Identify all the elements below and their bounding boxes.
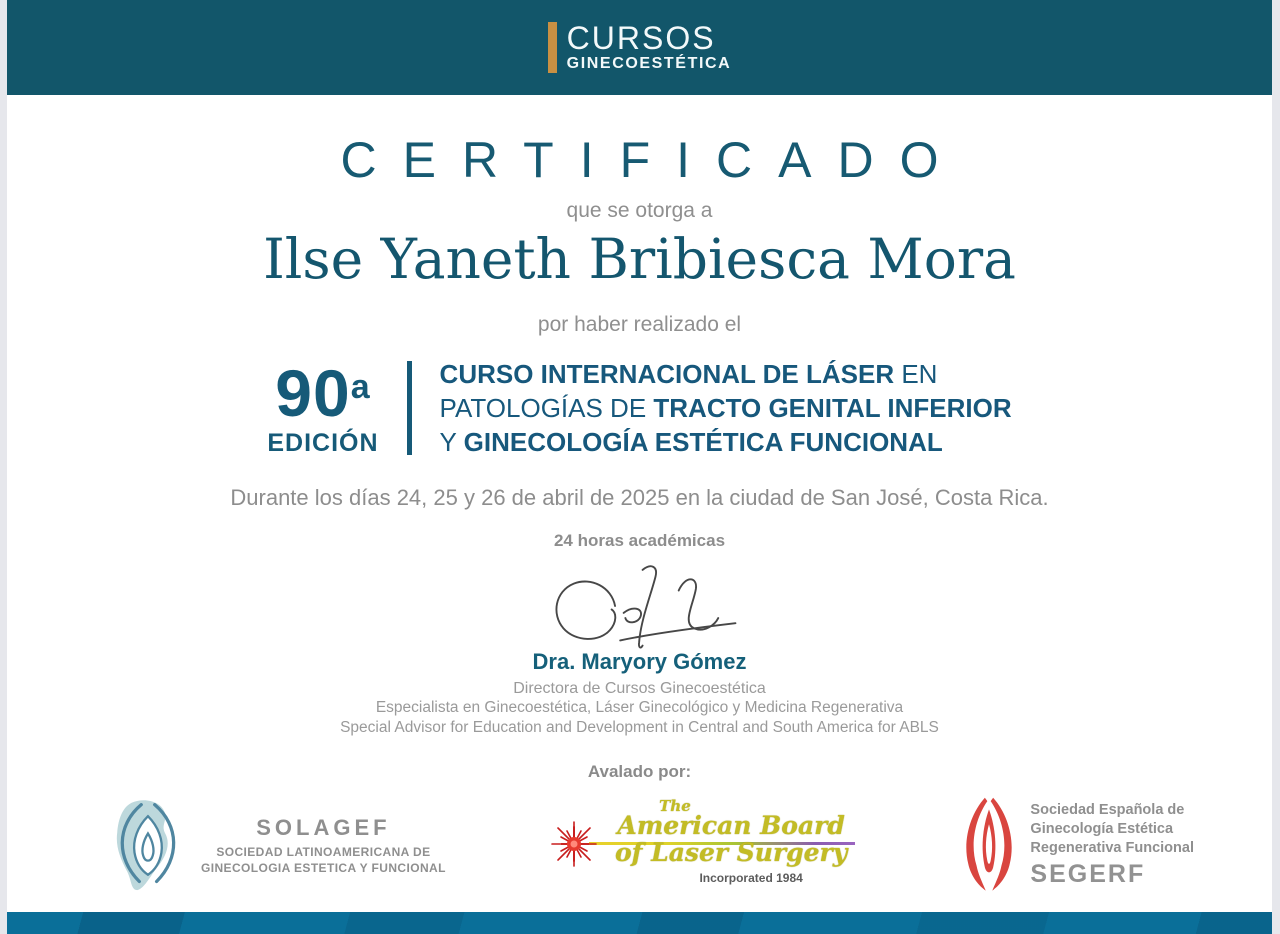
brand-name-ginecoestetica: GINECOESTÉTICA xyxy=(566,55,732,72)
reason-text: por haber realizado el xyxy=(537,313,742,336)
south-america-icon xyxy=(99,797,195,893)
solagef-name-line2: GINECOLOGIA ESTETICA Y FUNCIONAL xyxy=(201,860,446,875)
signer-role-1: Directora de Cursos Ginecoestética xyxy=(513,680,766,697)
certificate-title: CERTIFICADO xyxy=(340,132,965,188)
recipient-name: Ilse Yaneth Bribiesca Mora xyxy=(263,227,1016,291)
header-bar xyxy=(7,0,1272,95)
course-line-1: CURSO INTERNACIONAL DE LÁSER EN xyxy=(439,359,938,389)
gold-bar-icon xyxy=(548,22,557,73)
signature xyxy=(7,563,1272,649)
abls-incorporated: Incorporated 1984 xyxy=(699,871,803,885)
signature-scribble-icon xyxy=(530,563,750,649)
abls-line3: of Laser Surgery xyxy=(614,838,848,867)
certificate-body xyxy=(7,95,1272,912)
laser-starburst-icon xyxy=(549,819,599,869)
segerf-acronym: SEGERF xyxy=(1030,860,1146,888)
abls-the: The xyxy=(659,797,691,815)
endorsed-by-label: Avalado por: xyxy=(587,762,692,781)
solagef-logo xyxy=(99,797,446,893)
signer-role-2: Especialista en Ginecoestética, Láser Ginecológico y Medicina Regenerativa xyxy=(375,699,904,716)
course-line-2: PATOLOGÍAS DE TRACTO GENITAL INFERIOR xyxy=(439,393,1012,423)
vertical-divider xyxy=(407,361,412,455)
solagef-name-line1: SOCIEDAD LATINOAMERICANA DE xyxy=(216,844,431,859)
signer-role-3: Special Advisor for Education and Development in Central and South America for ABLS xyxy=(340,719,939,736)
segerf-logo xyxy=(960,795,1194,895)
endorsement-logos xyxy=(7,790,1272,900)
solagef-acronym: SOLAGEF xyxy=(256,814,391,840)
academic-hours: 24 horas académicas xyxy=(553,531,726,550)
signer-name: Dra. Maryory Gómez xyxy=(532,649,747,674)
course-title xyxy=(440,357,1012,459)
footer-bar xyxy=(7,912,1272,934)
edition-number: 90$^a$ xyxy=(275,355,371,430)
photo-edge-left xyxy=(0,0,7,934)
edition-label: EDICIÓN xyxy=(267,428,379,457)
edition-course-block xyxy=(7,357,1272,459)
segerf-name-line2: Ginecología Estética xyxy=(1030,821,1174,837)
edition-block xyxy=(267,355,379,458)
course-line-3: Y GINECOLOGÍA ESTÉTICA FUNCIONAL xyxy=(439,427,943,457)
segerf-name-line1: Sociedad Española de xyxy=(1030,802,1185,818)
cursos-ginecoestetica-logo xyxy=(548,22,732,73)
photo-edge-right xyxy=(1272,0,1280,934)
segerf-name-line3: Regenerativa Funcional xyxy=(1030,840,1194,856)
abls-line2: American Board xyxy=(617,811,845,840)
edition-ordinal: a xyxy=(350,367,371,406)
segerf-flower-icon xyxy=(960,795,1018,895)
certificate-document xyxy=(7,0,1272,934)
solagef-icon xyxy=(99,797,195,893)
certificate-subtitle: que se otorga a xyxy=(566,199,713,222)
course-dates: Durante los días 24, 25 y 26 de abril de 2025 en la ciudad de San José, Costa Rica. xyxy=(230,485,1049,510)
brand-name-cursos: CURSOS xyxy=(566,20,716,56)
abls-logo xyxy=(547,793,859,897)
